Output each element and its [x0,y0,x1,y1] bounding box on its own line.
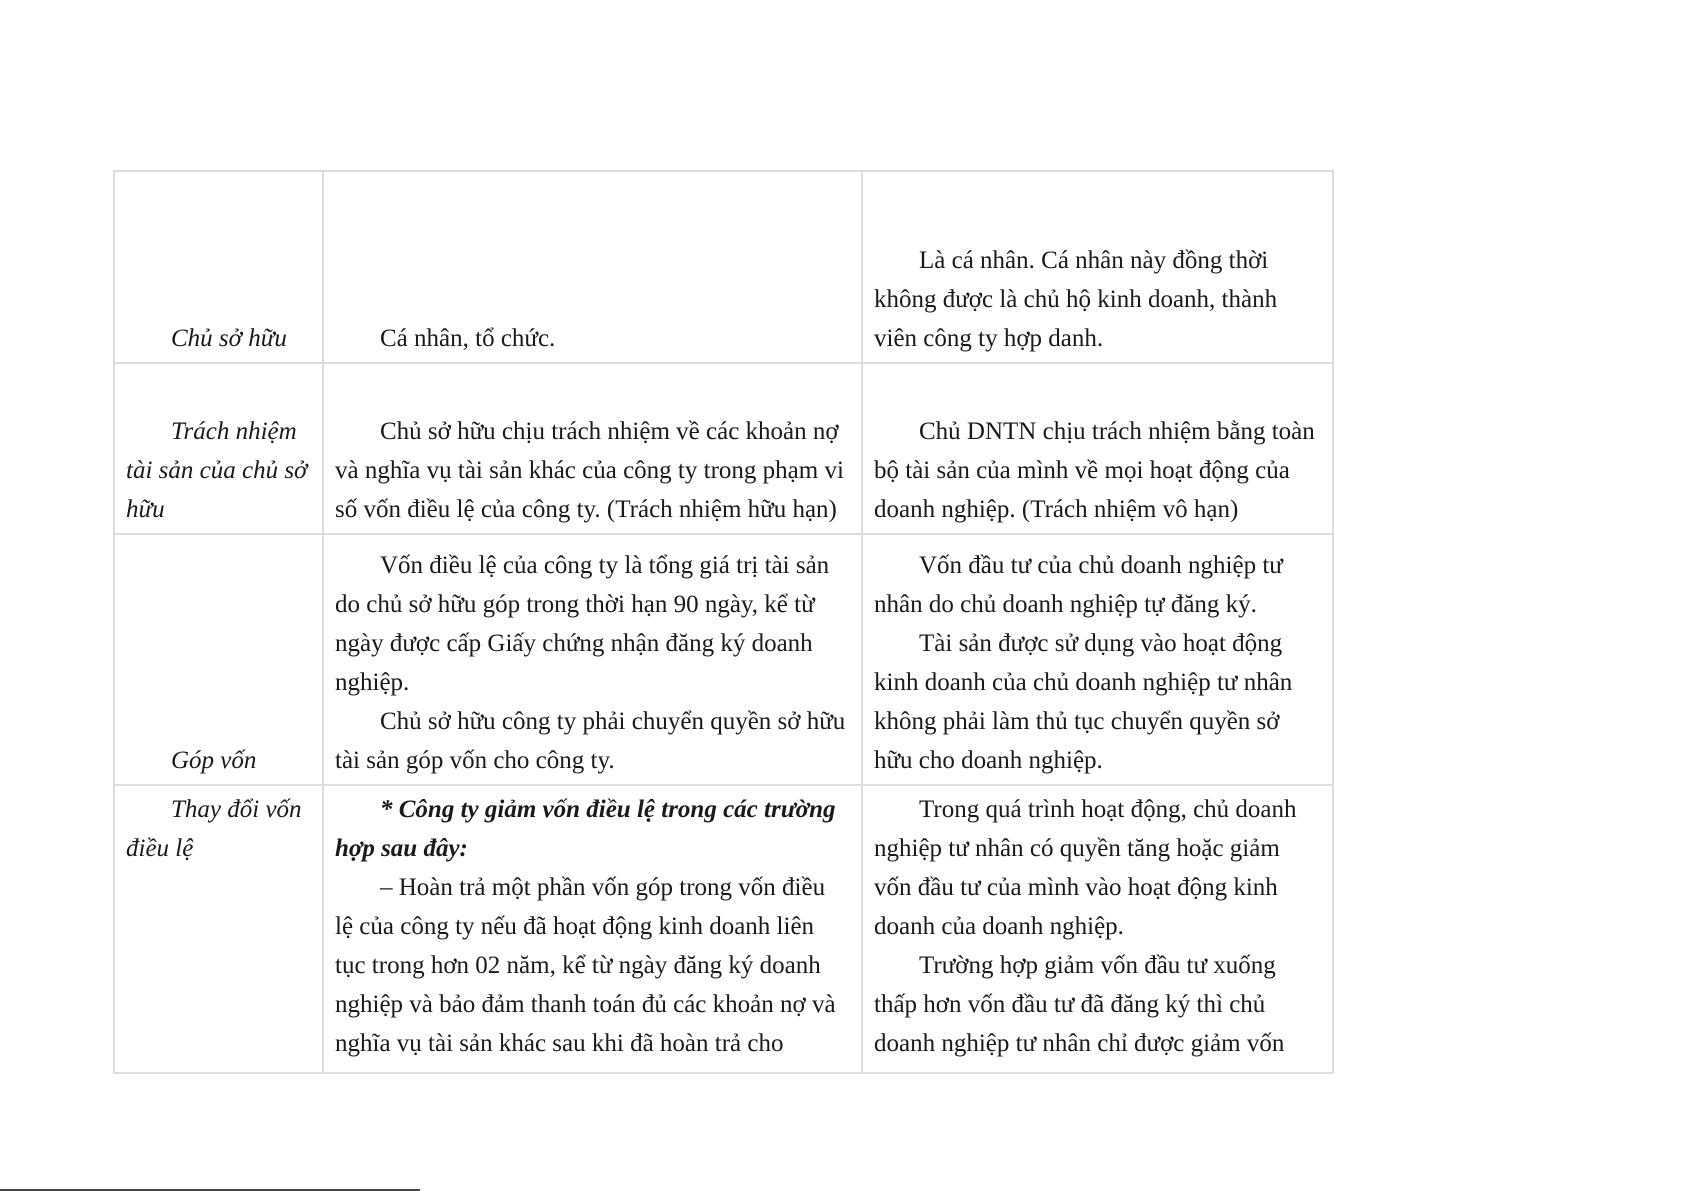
row-label-cell [114,171,323,363]
paragraph: Chủ sở hữu công ty phải chuyển quyền sở hữu tài sản góp vốn cho công ty. [335,708,846,774]
paragraph: Chủ DNTN chịu trách nhiệm bằng toàn bộ tài sản của mình về mọi hoạt động của doanh nghiệp. (Trách nhiệm vô hạn) [874,418,1315,523]
row-label: Góp vốn [171,747,257,774]
row-label-cell [114,785,323,1073]
row-label-cell [114,363,323,534]
comparison-table [113,170,1334,1074]
company-cell [323,785,862,1073]
row-label-cell [114,534,323,785]
company-cell [323,171,862,363]
private-enterprise-cell [862,534,1333,785]
company-cell [323,534,862,785]
table-row [114,363,1333,534]
paragraph: Cá nhân, tổ chức. [380,325,556,352]
row-label: Chủ sở hữu [171,325,287,352]
paragraph: Vốn điều lệ của công ty là tổng giá trị tài sản do chủ sở hữu góp trong thời hạn 90 ngày, kể từ ngày được cấp Giấy chứng nhận đăng ký doanh nghiệp. [335,552,830,696]
paragraph: Tài sản được sử dụng vào hoạt động kinh doanh của chủ doanh nghiệp tư nhân không phải làm thủ tục chuyển quyền sở hữu cho doanh nghiệp. [874,630,1293,774]
paragraph: Vốn đầu tư của chủ doanh nghiệp tư nhân do chủ doanh nghiệp tự đăng ký. [874,552,1283,618]
table-row [114,785,1333,1073]
row-label: Thay đổi vốn điều lệ [126,796,302,862]
paragraph: Trong quá trình hoạt động, chủ doanh nghiệp tư nhân có quyền tăng hoặc giảm vốn đầu tư của mình vào hoạt động kinh doanh của doanh nghiệp. [874,796,1297,940]
paragraph: Là cá nhân. Cá nhân này đồng thời không được là chủ hộ kinh doanh, thành viên công ty hợp danh. [874,247,1278,352]
private-enterprise-cell [862,785,1333,1073]
row-label: Trách nhiệm tài sản của chủ sở hữu [126,418,308,523]
private-enterprise-cell [862,363,1333,534]
paragraph: Chủ sở hữu chịu trách nhiệm về các khoản nợ và nghĩa vụ tài sản khác của công ty trong phạm vi số vốn điều lệ của công ty. (Trách nhiệm hữu hạn) [335,418,844,523]
section-heading: * Công ty giảm vốn điều lệ trong các trường hợp sau đây: [335,796,836,862]
private-enterprise-cell [862,171,1333,363]
paragraph: – Hoàn trả một phần vốn góp trong vốn điều lệ của công ty nếu đã hoạt động kinh doanh liên tục trong hơn 02 năm, kể từ ngày đăng ký doanh nghiệp và bảo đảm thanh toán đủ các khoản nợ và nghĩa vụ tài sản khác sau khi đã hoàn trả cho [335,874,836,1057]
paragraph: Trường hợp giảm vốn đầu tư xuống thấp hơn vốn đầu tư đã đăng ký thì chủ doanh nghiệp tư nhân chỉ được giảm vốn [874,952,1285,1057]
company-cell [323,363,862,534]
table-row [114,534,1333,785]
table-row [114,171,1333,363]
